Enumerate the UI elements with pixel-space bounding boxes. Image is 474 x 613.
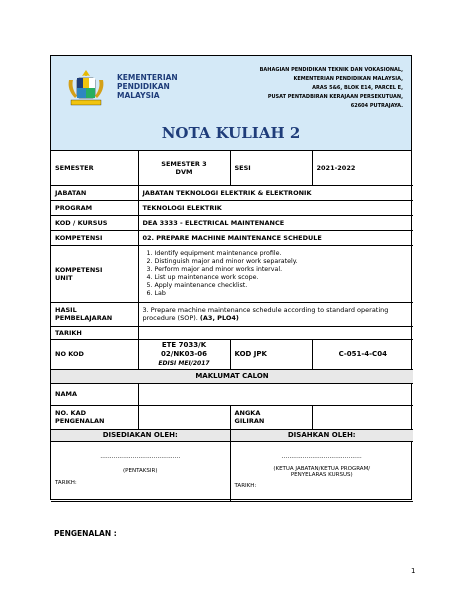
kompetensi-value: 02. PREPARE MACHINE MAINTENANCE SCHEDULE — [138, 230, 413, 245]
list-item: 3. Perform major and minor works interval. — [155, 266, 410, 274]
ministry-address — [260, 66, 403, 111]
list-item: 4. List up maintenance work scope. — [155, 274, 410, 282]
disediakan-heading: DISEDIAKAN OLEH: — [51, 429, 230, 441]
hasil-value — [138, 302, 413, 326]
sesi-value: 2021-2022 — [312, 151, 413, 185]
hasil-label — [51, 302, 138, 326]
table-row — [51, 215, 413, 230]
semester-value-line1: SEMESTER 3 — [161, 159, 207, 168]
ministry-line-1: KEMENTERIAN — [117, 73, 178, 82]
semester-label: SEMESTER — [51, 151, 138, 185]
address-line-4: PUSAT PENTADBIRAN KERAJAAN PERSEKUTUAN, — [267, 94, 403, 100]
no-kad-label-line1: NO. KAD — [55, 409, 87, 417]
list-item: 1. Identify equipment maintenance profile. — [155, 250, 410, 258]
pentaksir-label: (PENTAKSIR) — [123, 467, 158, 474]
program-value: TEKNOLOGI ELEKTRIK — [138, 200, 413, 215]
nama-label: NAMA — [51, 383, 138, 405]
jabatan-value: JABATAN TEKNOLOGI ELEKTRIK & ELEKTRONIK — [138, 185, 413, 200]
address-line-5: 62604 PUTRAJAYA. — [350, 103, 403, 109]
disediakan-tarikh-label: TARIKH: — [55, 479, 77, 486]
disahkan-signature-box[interactable] — [230, 441, 413, 501]
tarikh-value[interactable] — [138, 326, 413, 339]
disahkan-tarikh-label: TARIKH: — [234, 482, 257, 489]
tarikh-label: TARIKH — [51, 326, 138, 339]
document-frame — [50, 55, 412, 500]
document-title: NOTA KULIAH 2 — [161, 124, 301, 142]
ketua-label-line2: PENYELARAS KURSUS) — [290, 471, 353, 478]
kompetensi-unit-label-line2: UNIT — [55, 273, 73, 282]
kod-kursus-label: KOD / KURSUS — [51, 215, 138, 230]
kompetensi-label: KOMPETENSI — [51, 230, 138, 245]
ministry-name — [117, 73, 178, 100]
hasil-value-bold: (A3, PLO4) — [199, 314, 239, 322]
semester-value — [138, 151, 230, 185]
list-item: 5. Apply maintenance checklist. — [155, 282, 410, 290]
kod-jpk-value: C-051-4-C04 — [312, 339, 413, 369]
no-kod-line2: 02/NK03-06 — [161, 349, 207, 358]
no-kod-value — [138, 339, 230, 369]
address-line-1: BAHAGIAN PENDIDIKAN TEKNIK DAN VOKASIONAL, — [259, 67, 403, 73]
angka-label-line2: GILIRAN — [234, 417, 265, 425]
no-kod-label: NO KOD — [51, 339, 138, 369]
hasil-label-line2: PEMBELAJARAN — [55, 314, 113, 322]
table-row — [51, 429, 413, 441]
ministry-line-3: MALAYSIA — [117, 91, 160, 100]
table-row — [51, 369, 413, 383]
ministry-line-2: PENDIDIKAN — [117, 82, 170, 91]
address-line-3: ARAS 5&6, BLOK E14, PARCEL E, — [312, 85, 403, 91]
kompetensi-unit-label-line1: KOMPETENSI — [55, 265, 103, 274]
table-row — [51, 151, 413, 185]
table-row — [51, 230, 413, 245]
list-item: 2. Distinguish major and minor work separately. — [155, 258, 410, 266]
no-kad-label — [51, 405, 138, 429]
disahkan-heading: DISAHKAN OLEH: — [230, 429, 413, 441]
sesi-label: SESI — [230, 151, 312, 185]
hasil-value-text: 3. Prepare machine maintenance schedule according to standard operating procedure (SOP). — [142, 306, 389, 322]
kod-jpk-label: KOD JPK — [230, 339, 312, 369]
kompetensi-unit-label — [51, 245, 138, 302]
disahkan-signature-line: .......................................... — [281, 452, 362, 460]
jabatan-label: JABATAN — [51, 185, 138, 200]
angka-label — [230, 405, 312, 429]
address-line-2: KEMENTERIAN PENDIDIKAN MALAYSIA, — [293, 76, 403, 82]
task-list — [143, 250, 410, 298]
maklumat-calon-heading: MAKLUMAT CALON — [51, 369, 413, 383]
disediakan-signature-line: .......................................... — [100, 452, 181, 460]
no-kod-line3: EDISI MEI/2017 — [158, 359, 210, 367]
task-list-cell — [138, 245, 413, 302]
table-row — [51, 185, 413, 200]
no-kad-field[interactable] — [138, 405, 230, 429]
table-row — [51, 405, 413, 429]
angka-label-line1: ANGKA — [234, 409, 261, 417]
page-number: 1 — [411, 567, 416, 575]
list-item: 6. Lab — [155, 290, 410, 298]
disediakan-signature-box[interactable] — [51, 441, 230, 501]
malaysia-coat-of-arms-icon — [65, 68, 107, 108]
no-kod-line1: ETE 7033/K — [161, 340, 207, 349]
table-row — [51, 302, 413, 326]
table-row — [51, 200, 413, 215]
document-header — [51, 56, 411, 151]
no-kad-label-line2: PENGENALAN — [55, 417, 105, 425]
pengenalan-heading: PENGENALAN : — [54, 529, 117, 538]
table-row — [51, 383, 413, 405]
angka-field[interactable] — [312, 405, 413, 429]
program-label: PROGRAM — [51, 200, 138, 215]
table-row — [51, 441, 413, 501]
ketua-label-line1: (KETUA JABATAN/KETUA PROGRAM/ — [273, 465, 371, 472]
nama-field[interactable] — [138, 383, 413, 405]
table-row — [51, 326, 413, 339]
table-row — [51, 339, 413, 369]
course-info-table — [51, 151, 413, 502]
semester-value-line2: DVM — [175, 167, 193, 176]
kod-kursus-value: DEA 3333 - ELECTRICAL MAINTENANCE — [138, 215, 413, 230]
hasil-label-line1: HASIL — [55, 306, 77, 314]
table-row — [51, 245, 413, 302]
